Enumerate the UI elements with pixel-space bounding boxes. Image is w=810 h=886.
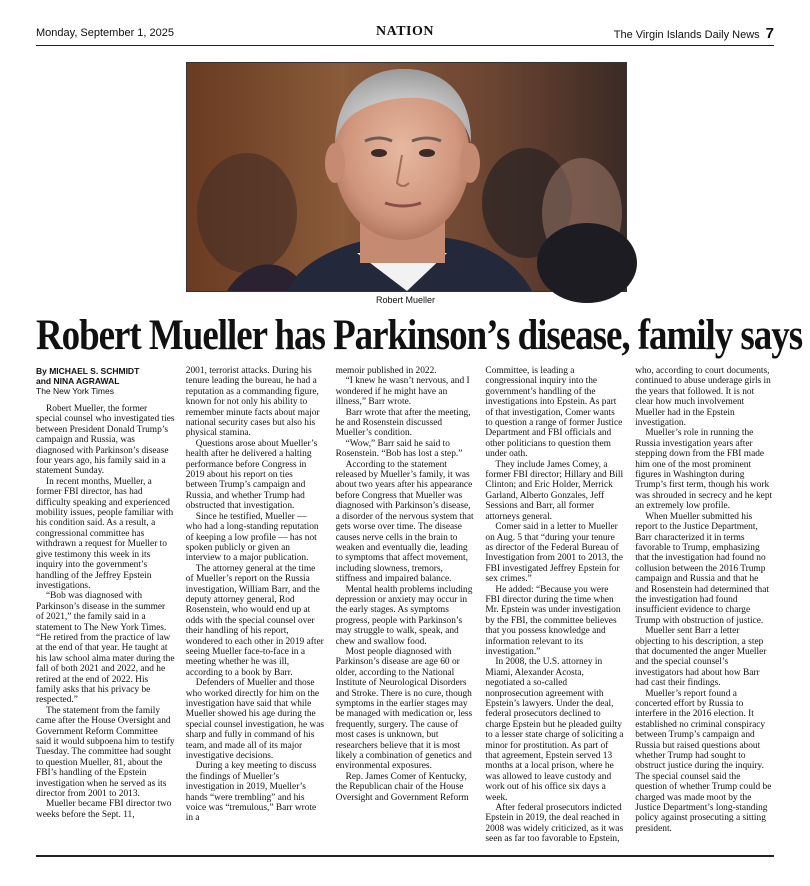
paragraph: memoir published in 2022. bbox=[335, 366, 437, 376]
paragraph: “I knew he wasn’t nervous, and I wondered if he might have an illness,” Barr wrote. bbox=[335, 376, 470, 408]
paragraph: The statement from the family came after the House Oversight and Government Reform Committee said it would subpoena him to testify Tuesday. The committee had sought to question Mueller, 81, about the FBI’s handling of the Epstein investigation when he served as its director from 2001 to 2013. bbox=[36, 705, 175, 800]
paragraph: Mueller’s role in running the Russia investigation years after stepping down from the FBI made him one of the most prominent figures in Washington during Trump’s first term, though his work was shrouded in secrecy and he kept an extremely low profile. bbox=[635, 428, 773, 512]
paragraph: Robert Mueller, the former special counsel who investigated ties between President Donald Trump’s campaign and Russia, was diagnosed with Parkinson’s disease four years ago, his family said in a statement Sunday. bbox=[36, 404, 175, 477]
issue-date: Monday, September 1, 2025 bbox=[36, 27, 174, 39]
paragraph: Mueller’s report found a concerted effort by Russia to interfere in the 2016 election. It established no criminal conspiracy between Trump’s campaign and Russia but raised questions about whether Trump had sought to obstruct justice during the inquiry. The special counsel said the question of whether Trump could be charged was made moot by the Justice Department’s long-standing policy against prosecuting a sitting president. bbox=[635, 688, 772, 834]
paragraph: Mueller became FBI director two weeks before the Sept. 11, bbox=[36, 799, 172, 820]
paragraph: Questions arose about Mueller’s health after he delivered a halting performance before Congress in 2019 about his report on ties between Trump’s campaign and Russia, and whether Trump had obstructed that investigation. bbox=[185, 438, 318, 512]
publication-name bbox=[614, 25, 774, 42]
page-number: 7 bbox=[765, 25, 774, 42]
paragraph: When Mueller submitted his report to the Justice Department, Barr characterized it in terms favorable to Trump, emphasizing that the investigation had found no collusion between the 2016 Trump campaign and Russia and that he and Rosenstein had determined that the investigation had found insufficient evidence to charge Trump with obstruction of justice. bbox=[635, 511, 770, 626]
article-column-1 bbox=[36, 366, 175, 836]
paragraph: He added: “Because you were FBI director during the time when Mr. Epstein was under investigation by the FBI, the committee believes that you possess knowledge and information relevant to its investigation.” bbox=[485, 584, 621, 657]
section-name: NATION bbox=[376, 24, 434, 39]
article-column-3 bbox=[336, 366, 475, 836]
paragraph: Since he testified, Mueller — who had a long-standing reputation of keeping a low profile — has not spoken publicly or given an interview to a major publication. bbox=[185, 511, 319, 564]
paragraph: Comer said in a letter to Mueller on Aug. 5 that “during your tenure as director of the Federal Bureau of Investigation from 2001 to 2013, the FBI investigated Jeffrey Epstein for sex crimes.” bbox=[485, 522, 623, 585]
paragraph: During a key meeting to discuss the findings of Mueller’s investigation in 2019, Mueller’s hands “were trembling” and his voice was “tremulous,” Barr wrote in a bbox=[185, 761, 317, 824]
footer-divider bbox=[36, 855, 774, 857]
paragraph: Most people diagnosed with Parkinson’s disease are age 60 or older, according to the National Institute of Neurological Disorders and Stroke. There is no cure, though symptoms in the earlier stages may be managed with medication or, less frequently, surgery. The cause of most cases is unknown, but researchers believe that it is most likely a combination of genetics and environmental exposures. bbox=[335, 646, 473, 772]
article-photo bbox=[186, 62, 627, 292]
page-header bbox=[36, 22, 774, 44]
header-divider bbox=[36, 45, 774, 46]
paragraph: Committee, is leading a congressional inquiry into the government’s handling of the investigations into Epstein. As part of that investigation, Comer wants to question a range of former Justice Department and FBI officials and other politicians to question them under oath. bbox=[485, 366, 623, 460]
publication-title: The Virgin Islands Daily News bbox=[613, 29, 760, 41]
paragraph: Defenders of Mueller and those who worked directly for him on the investigation have said that while Mueller showed his age during the special counsel investigation, he was sharp and fully in command of his team, and made all of its major investigative decisions. bbox=[185, 678, 325, 762]
byline-author-1: By MICHAEL S. SCHMIDT bbox=[36, 366, 140, 376]
portrait-photo-illustration bbox=[187, 63, 626, 291]
paragraph: According to the statement released by Mueller’s family, it was about two years after his appearance before Congress that Mueller was diagnosed with Parkinson’s disease, a disorder of the nervous system that gets worse over time. The disease causes nerve cells in the brain to weaken and eventually die, leading to symptoms that affect movement, including slowness, tremors, stiffness and impaired balance. bbox=[335, 459, 474, 585]
byline-authors bbox=[36, 366, 175, 386]
paragraph: Mueller sent Barr a letter objecting to his description, a step that documented the anger Mueller and the special counsel’s investigators had about how Barr had cast their findings. bbox=[635, 626, 767, 689]
paragraph: who, according to court documents, continued to abuse underage girls in the years that followed. It is not clear how much involvement Mueller had in the Epstein investigation. bbox=[635, 366, 771, 429]
paragraph: In 2008, the U.S. attorney in Miami, Alexander Acosta, negotiated a so-called nonprosecution agreement with Epstein’s lawyers. Under the deal, federal prosecutors declined to charge Epstein but he pleaded guilty to a lesser state charge of soliciting a minor for prostitution. As part of that agreement, Epstein served 13 months at a local prison, where he was allowed to leave custody and work out of his office six days a week. bbox=[485, 657, 624, 803]
paragraph: 2001, terrorist attacks. During his tenure leading the bureau, he had a reputation as a commanding figure, known for not only his ability to remember minute facts about major national security cases but also his physical stamina. bbox=[185, 366, 320, 439]
photo-caption: Robert Mueller bbox=[375, 295, 436, 305]
article-column-5 bbox=[635, 366, 774, 836]
paragraph: The attorney general at the time of Mueller’s report on the Russia investigation, William Barr, and the deputy attorney general, Rod Rosenstein, who would end up at odds with the special counsel over their handling of his report, wondered to each other in 2019 after seeing Mueller face-to-face in a meeting whether he was ill, according to a book by Barr. bbox=[185, 563, 324, 678]
byline-author-2: and NINA AGRAWAL bbox=[36, 376, 120, 386]
paragraph: They include James Comey, a former FBI director; Hillary and Bill Clinton; and Eric Holder, Merrick Garland, Alberto Gonzales, Jeff Sessions and Barr, all former attorneys general. bbox=[485, 459, 624, 522]
byline-organization: The New York Times bbox=[36, 386, 114, 396]
paragraph: In recent months, Mueller, a former FBI director, has had difficulty speaking and experienced mobility issues, people familiar with his condition said. As a result, a congressional committee has withdrawn a request for Mueller to give testimony this week in its inquiry into the government’s handling of the Jeffrey Epstein investigations. bbox=[36, 476, 174, 591]
article-body bbox=[36, 366, 774, 845]
paragraph: Mental health problems including depression or anxiety may occur in the early stages. As symptoms progress, people with Parkinson’s may struggle to walk, speak, and chew and swallow food. bbox=[335, 584, 473, 647]
article-column-2 bbox=[186, 366, 325, 836]
article-column-4 bbox=[485, 366, 624, 845]
paragraph: “Bob was diagnosed with Parkinson’s disease in the summer of 2021,” the family said in a statement to The New York Times. “He retired from the practice of law at the end of that year. He taught at his law school alma mater during the fall of both 2021 and 2022, and he retired at the end of 2022. His family asks that his privacy be respected.” bbox=[36, 591, 175, 706]
paragraph: “Wow,” Barr said he said to Rosenstein. “Bob has lost a step.” bbox=[335, 438, 463, 460]
paragraph: After federal prosecutors indicted Epstein in 2019, the deal reached in 2008 was widely criticized, as it was seen as far too favorable to Epstein, bbox=[485, 803, 624, 845]
paragraph: Rep. James Comer of Kentucky, the Republican chair of the House Oversight and Government Reform bbox=[335, 771, 469, 803]
paragraph: Barr wrote that after the meeting, he and Rosenstein discussed Mueller’s condition. bbox=[335, 407, 471, 439]
headline: Robert Mueller has Parkinson’s disease, family says bbox=[36, 312, 803, 359]
